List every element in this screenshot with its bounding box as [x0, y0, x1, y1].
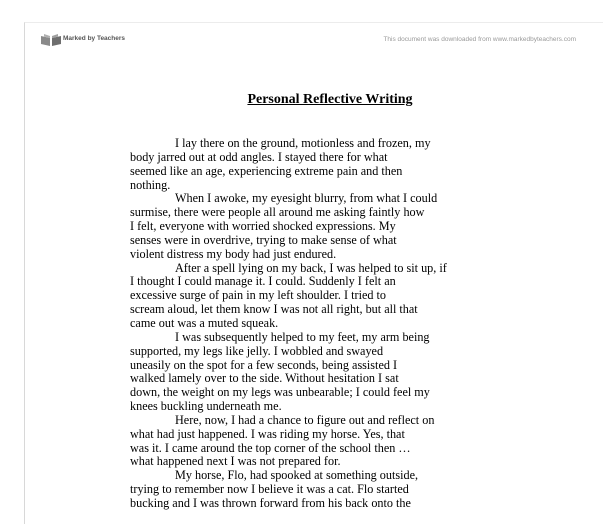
text-line: nothing. [130, 177, 171, 192]
text-line: bucking and I was thrown forward from his back onto the [130, 495, 411, 510]
download-note: This document was downloaded from www.markedbyteachers.com [383, 36, 576, 43]
text-line: supported, my legs like jelly. I wobbled and swayed [130, 343, 384, 358]
text-line: excessive surge of pain in my left shoulder. I tried to [130, 288, 386, 303]
text-line: senses were in overdrive, trying to make sense of what [130, 232, 397, 247]
text-line: trying to remember now I believe it was a cat. Flo started [130, 482, 409, 497]
text-line: After a spell lying on my back, I was helped to sit up, if [175, 260, 447, 275]
text-line: My horse, Flo, had spooked at something outside, [175, 468, 419, 483]
text-line: came out was a muted squeak. [130, 315, 279, 330]
text-line: walked lamely over to the side. Without hesitation I sat [130, 371, 399, 386]
text-line: I was subsequently helped to my feet, my arm being [175, 329, 430, 344]
text-line: down, the weight on my legs was unbearable; I could feel my [130, 385, 430, 400]
text-line: knees buckling underneath me. [130, 399, 282, 414]
header [40, 31, 588, 51]
text-line: I felt, everyone with worried shocked expressions. My [130, 219, 396, 234]
text-line: Here, now, I had a chance to figure out and reflect on [175, 412, 435, 427]
text-line: I lay there on the ground, motionless and frozen, my [175, 136, 431, 150]
text-line: surmise, there were people all around me asking faintly how [130, 205, 425, 220]
text-line: I thought I could manage it. I could. Suddenly I felt an [130, 274, 396, 289]
book-logo-icon [40, 33, 62, 47]
document-title: Personal Reflective Writing [247, 92, 413, 107]
text-line: was it. I came around the top corner of the school then … [130, 440, 411, 455]
text-line: scream aloud, let them know I was not all right, but all that [130, 302, 418, 317]
text-line: violent distress my body had just endured. [130, 246, 337, 261]
text-line: When I awoke, my eyesight blurry, from what I could [175, 191, 438, 206]
text-line: what happened next I was not prepared for. [130, 454, 341, 469]
logo-text: Marked by Teachers [63, 35, 126, 42]
text-line: body jarred out at odd angles. I stayed there for what [130, 149, 388, 164]
text-line: what had just happened. I was riding my horse. Yes, that [130, 426, 405, 441]
text-line: seemed like an age, experiencing extreme pain and then [130, 163, 403, 178]
text-line: uneasily on the spot for a few seconds, being assisted I [130, 357, 398, 372]
document-body [130, 137, 500, 511]
